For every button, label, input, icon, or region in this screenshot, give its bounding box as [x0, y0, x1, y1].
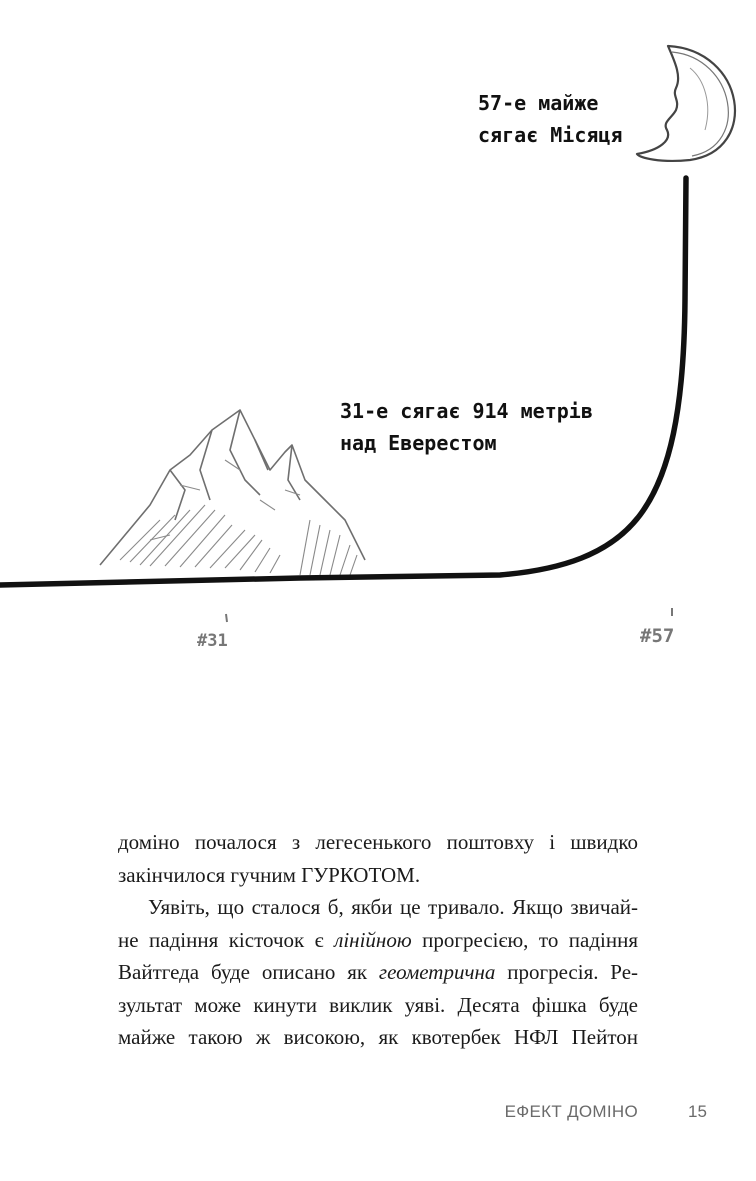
- tick-label-57: #57: [640, 625, 675, 647]
- everest-caption-line-1: 31-е сягає 914 метрів: [340, 399, 593, 423]
- running-head: ЕФЕКТ ДОМІНО: [504, 1102, 638, 1121]
- tick-label-31: #31: [197, 631, 228, 651]
- page-number: 15: [688, 1102, 707, 1121]
- body-text-line: доміно почалося з легесенького поштовху і швидко: [118, 830, 638, 854]
- body-text-line: Уявіть, що сталося б, якби це тривало. Якщо звичай-: [148, 895, 638, 919]
- body-text-line: зультат може кинути виклик уяві. Десята фішка буде: [118, 992, 638, 1017]
- body-text-line: не падіння кісточок є лінійною прогресією, то падіння: [118, 927, 639, 952]
- everest-caption-line-2: над Еверестом: [340, 431, 497, 455]
- body-text-line: закінчилося гучним ГУРКОТОМ.: [118, 862, 421, 887]
- mountain-icon: [100, 410, 365, 575]
- moon-caption-line-1: 57-е майже: [478, 91, 599, 115]
- body-paragraphs: [118, 826, 638, 1054]
- body-text-line: майже такою ж високою, як квотербек НФЛ Пейтон: [118, 1025, 638, 1049]
- moon-icon: [637, 46, 735, 161]
- body-text-line: Вайтгеда буде описано як геометрична прогресія. Ре-: [118, 960, 639, 984]
- growth-curve: [0, 178, 686, 585]
- page-footer: [0, 1102, 756, 1132]
- moon-caption-line-2: сягає Місяця: [478, 123, 623, 147]
- tick-mark-31: [226, 614, 227, 622]
